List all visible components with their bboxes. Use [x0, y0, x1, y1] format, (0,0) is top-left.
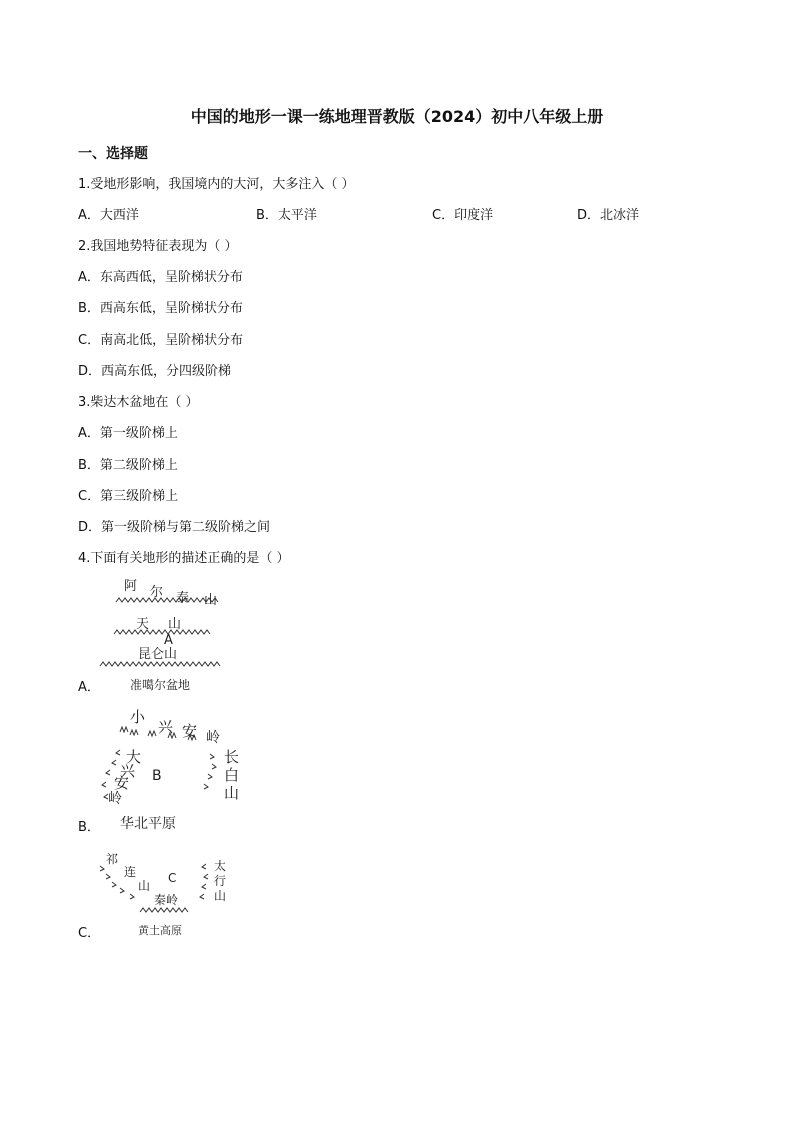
- fig-c-label-shan2: 山: [214, 889, 227, 903]
- fig-c-caption: 黄土高原: [138, 924, 182, 937]
- fig-a-label-er: 尔: [150, 585, 164, 600]
- figure-a-terrain-diagram: [96, 574, 231, 699]
- fig-b-label-an2: 安: [114, 774, 130, 792]
- fig-b-label-xing: 兴: [158, 718, 174, 736]
- fig-a-caption: 准噶尔盆地: [130, 678, 191, 692]
- fig-a-label-shan: 山: [204, 593, 218, 608]
- question-4-stem: 4.下面有关地形的描述正确的是（ ）: [78, 551, 290, 566]
- taihang-ridge: [200, 864, 208, 899]
- q2-option-b[interactable]: B．西高东低，呈阶梯状分布: [78, 301, 243, 316]
- altai-mountain-ridge: [116, 598, 218, 602]
- fig-a-letter: A: [164, 633, 173, 648]
- q1-option-d[interactable]: D．北冰洋: [577, 208, 640, 223]
- fig-b-label-xiao: 小: [130, 708, 146, 726]
- fig-c-label-tai: 太: [214, 859, 227, 873]
- fig-c-label-qinling: 秦岭: [154, 893, 179, 907]
- fig-b-label-an: 安: [182, 722, 198, 740]
- q3-option-c[interactable]: C．第三级阶梯上: [78, 489, 179, 504]
- section-heading: 一、选择题: [78, 146, 148, 162]
- fig-c-label-shan: 山: [138, 879, 151, 893]
- q1-option-c[interactable]: C．印度洋: [432, 208, 494, 223]
- fig-a-label-shan2: 山: [168, 617, 182, 632]
- fig-b-label-ling2: 岭: [108, 791, 122, 807]
- q3-option-b[interactable]: B．第二级阶梯上: [78, 458, 178, 473]
- fig-b-label-bai: 白: [224, 766, 240, 784]
- qinling-ridge: [140, 908, 188, 912]
- q4-option-b[interactable]: B．: [78, 820, 100, 835]
- fig-b-label-xing2: 兴: [120, 762, 136, 780]
- fig-a-label-kunlun: 昆仑山: [138, 647, 178, 662]
- fig-c-label-qi: 祁: [106, 852, 119, 866]
- fig-a-label-tian: 天: [136, 617, 150, 632]
- fig-c-label-hang: 行: [214, 874, 227, 888]
- q1-option-a[interactable]: A．大西洋: [78, 208, 139, 223]
- fig-c-letter: C: [168, 871, 177, 885]
- fig-b-label-da: 大: [126, 748, 142, 766]
- changbaishan-ridge: [204, 754, 216, 789]
- figure-b-terrain-diagram: [98, 702, 248, 837]
- q3-option-a[interactable]: A．第一级阶梯上: [78, 426, 178, 441]
- figure-c-terrain-diagram: [96, 848, 236, 943]
- q2-option-d[interactable]: D．西高东低，分四级阶梯: [78, 364, 232, 379]
- kunlun-mountain-ridge: [100, 662, 220, 666]
- fig-b-label-chang: 长: [224, 748, 240, 766]
- question-3-stem: 3.柴达木盆地在（ ）: [78, 395, 199, 410]
- q1-option-b[interactable]: B．太平洋: [256, 208, 317, 223]
- tianshan-mountain-ridge: [114, 630, 210, 634]
- q4-option-a[interactable]: A．: [78, 680, 100, 695]
- fig-c-label-lian: 连: [124, 865, 137, 879]
- q2-option-a[interactable]: A．东高西低，呈阶梯状分布: [78, 270, 243, 285]
- fig-b-label-shan: 山: [224, 784, 240, 802]
- fig-a-label-a: 阿: [124, 579, 138, 594]
- q4-option-c[interactable]: C．: [78, 926, 101, 941]
- q2-option-c[interactable]: C．南高北低，呈阶梯状分布: [78, 333, 244, 348]
- question-2-stem: 2.我国地势特征表现为（ ）: [78, 239, 238, 254]
- fig-b-caption: 华北平原: [120, 816, 176, 832]
- fig-b-letter: B: [152, 768, 162, 784]
- question-1-stem: 1.受地形影响，我国境内的大河，大多注入（ ）: [78, 177, 355, 192]
- page-title: 中国的地形一课一练地理晋教版（2024）初中八年级上册: [190, 107, 604, 126]
- fig-a-label-tai: 泰: [176, 591, 190, 606]
- fig-b-label-ling: 岭: [206, 730, 220, 746]
- q3-option-d[interactable]: D．第一级阶梯与第二级阶梯之间: [78, 520, 271, 535]
